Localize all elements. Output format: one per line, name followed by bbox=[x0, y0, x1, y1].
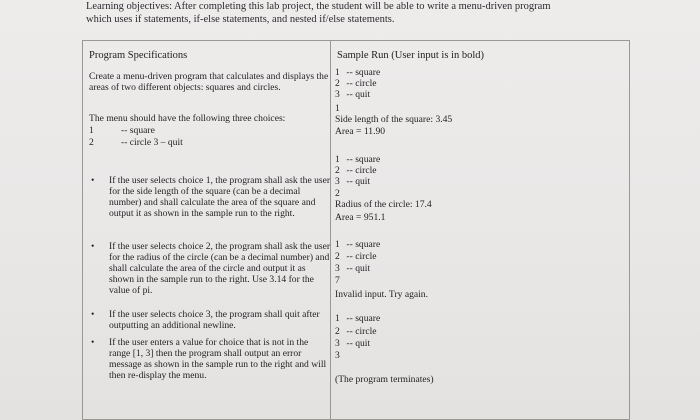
sample-menu-line: 1 -- square bbox=[335, 313, 381, 324]
sample-user-input: 3 bbox=[335, 350, 340, 361]
left-column-header: Program Specifications bbox=[89, 50, 188, 61]
sample-run-cell bbox=[331, 41, 630, 420]
menu-choice bbox=[89, 137, 183, 148]
bullet-mark: • bbox=[91, 241, 95, 252]
sample-output-line: Invalid input. Try again. bbox=[335, 289, 429, 300]
menu-choice bbox=[89, 125, 155, 136]
sample-menu-line: 1 -- square bbox=[335, 67, 381, 78]
sample-output-line: Side length of the square: 3.45 bbox=[335, 114, 453, 125]
learning-objectives bbox=[86, 0, 696, 26]
sample-menu-line: 1 -- square bbox=[335, 154, 381, 165]
bullet-mark: • bbox=[91, 337, 95, 348]
bullet-text: If the user selects choice 2, the program shall ask the user for the radius of the circle (can be a decimal number) and shall calculate the area of the circle and output it as shown in the sample run to the right. Use 3.14 for the value of pi. bbox=[109, 241, 331, 296]
sample-user-input: 1 bbox=[335, 103, 340, 114]
sample-menu-line: 3 -- quit bbox=[335, 338, 371, 349]
sample-menu-line: 3 -- quit bbox=[335, 263, 371, 274]
menu-choice-label: -- square bbox=[121, 125, 155, 136]
sample-output-line: (The program terminates) bbox=[335, 374, 434, 385]
sample-output-line: Area = 11.90 bbox=[335, 126, 386, 137]
right-column-header: Sample Run (User input is in bold) bbox=[337, 50, 484, 61]
sample-menu-line: 2 -- circle bbox=[335, 326, 377, 337]
spec-table bbox=[82, 40, 630, 420]
menu-choice-number: 1 bbox=[89, 125, 94, 136]
bullet-text: If the user selects choice 1, the program shall ask the user for the side length of the square (can be a decimal number) and shall calculate the area of the square and output it as shown in the sample run to the right. bbox=[109, 175, 331, 219]
spec-intro bbox=[89, 71, 333, 93]
objectives-line-2: which uses if statements, if-else statements, and nested if/else statements. bbox=[86, 14, 395, 25]
program-specifications-cell bbox=[83, 41, 331, 420]
menu-intro: The menu should have the following three choices: bbox=[89, 113, 286, 124]
sample-output-line: Area = 951.1 bbox=[335, 212, 386, 223]
menu-choice-number: 2 bbox=[89, 137, 94, 148]
sample-menu-line: 3 -- quit bbox=[335, 89, 371, 100]
bullet-mark: • bbox=[91, 309, 95, 320]
spec-intro-text: Create a menu-driven program that calculates and displays the areas of two different objects: squares and circles. bbox=[89, 71, 329, 93]
menu-choice-label: -- circle 3 – quit bbox=[121, 137, 183, 148]
sample-menu-line: 2 -- circle bbox=[335, 251, 377, 262]
sample-user-input: 2 bbox=[335, 188, 340, 199]
sample-user-input: 7 bbox=[335, 275, 340, 286]
sample-output-line: Radius of the circle: 17.4 bbox=[335, 199, 432, 210]
sample-menu-line: 1 -- square bbox=[335, 239, 381, 250]
sample-menu-line: 3 -- quit bbox=[335, 176, 371, 187]
bullet-text: If the user enters a value for choice that is not in the range [1, 3] then the program shall output an error message as shown in the sample run to the right and will then re-display the menu. bbox=[109, 337, 327, 381]
bullet-mark: • bbox=[91, 175, 95, 186]
sample-menu-line: 2 -- circle bbox=[335, 165, 377, 176]
objectives-line-1: Learning objectives: After completing this lab project, the student will be able to write a menu-driven program bbox=[86, 1, 551, 12]
bullet-text: If the user selects choice 3, the program shall quit after outputting an additional newline. bbox=[109, 309, 320, 331]
sample-menu-line: 2 -- circle bbox=[335, 78, 377, 89]
